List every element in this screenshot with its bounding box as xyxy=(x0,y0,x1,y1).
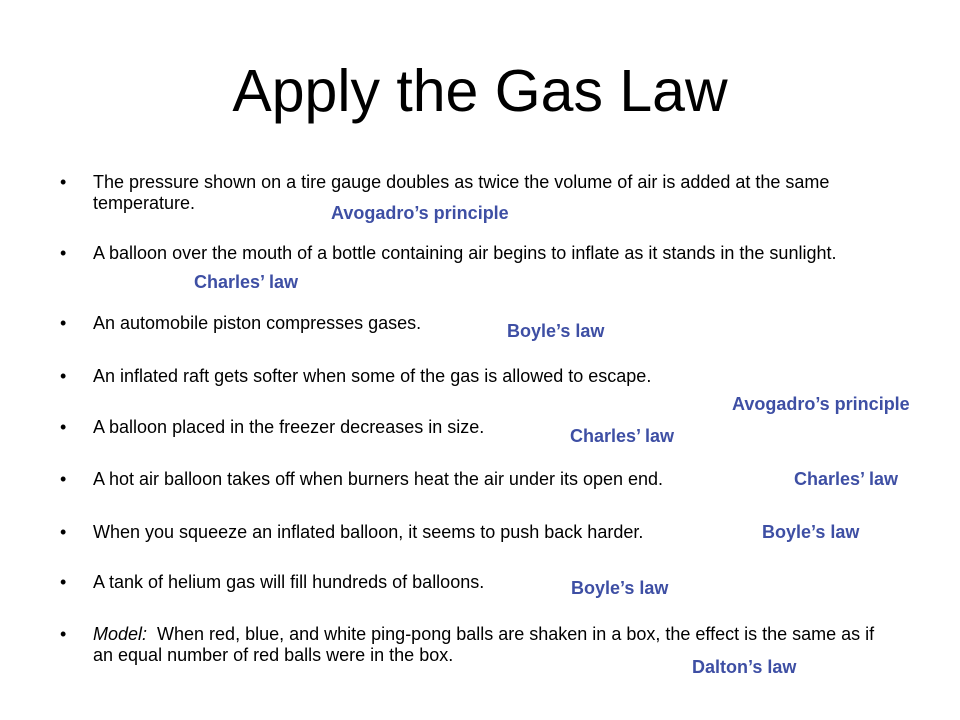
bullet-text: A balloon placed in the freezer decreases in size. xyxy=(93,417,485,437)
bullet-marker: • xyxy=(60,172,67,192)
answer-label: Boyle’s law xyxy=(571,578,669,598)
bullet-marker: • xyxy=(60,366,67,386)
bullet-text: A tank of helium gas will fill hundreds of balloons. xyxy=(93,572,485,592)
bullet-marker: • xyxy=(60,522,67,542)
bullet-item xyxy=(60,572,890,593)
bullet-marker: • xyxy=(60,243,67,263)
answer-label: Boyle’s law xyxy=(507,321,605,341)
bullet-item xyxy=(60,417,890,438)
bullet-item xyxy=(60,469,890,490)
bullet-text: The pressure shown on a tire gauge doubles as twice the volume of air is added at the same temperature. xyxy=(93,172,830,213)
bullet-item xyxy=(60,313,890,334)
answer-label: Dalton’s law xyxy=(692,657,797,677)
slide-title: Apply the Gas Law xyxy=(232,58,728,124)
bullet-text: A balloon over the mouth of a bottle containing air begins to inflate as it stands in the sunlight. xyxy=(93,243,837,263)
bullet-marker: • xyxy=(60,572,67,592)
answer-label: Avogadro’s principle xyxy=(732,394,910,414)
bullet-item xyxy=(60,243,890,264)
bullet-text: An automobile piston compresses gases. xyxy=(93,313,422,333)
bullet-marker: • xyxy=(60,417,67,437)
bullet-text: An inflated raft gets softer when some of the gas is allowed to escape. xyxy=(93,366,652,386)
model-text: When red, blue, and white ping-pong balls are shaken in a box, the effect is the same as if an equal number of red balls were in the box. xyxy=(93,624,880,665)
answer-label: Charles’ law xyxy=(794,469,899,489)
answer-label: Avogadro’s principle xyxy=(331,203,509,223)
bullet-marker: • xyxy=(60,469,67,489)
answer-label: Charles’ law xyxy=(194,272,299,292)
bullet-text: A hot air balloon takes off when burners heat the air under its open end. xyxy=(93,469,664,489)
bullet-text: When you squeeze an inflated balloon, it seems to push back harder. xyxy=(93,522,644,542)
answer-label: Boyle’s law xyxy=(762,522,860,542)
model-prefix: Model: xyxy=(93,624,148,644)
bullet-marker: • xyxy=(60,624,67,644)
bullet-marker: • xyxy=(60,313,67,333)
bullet-item xyxy=(60,366,890,387)
answer-label: Charles’ law xyxy=(570,426,675,446)
